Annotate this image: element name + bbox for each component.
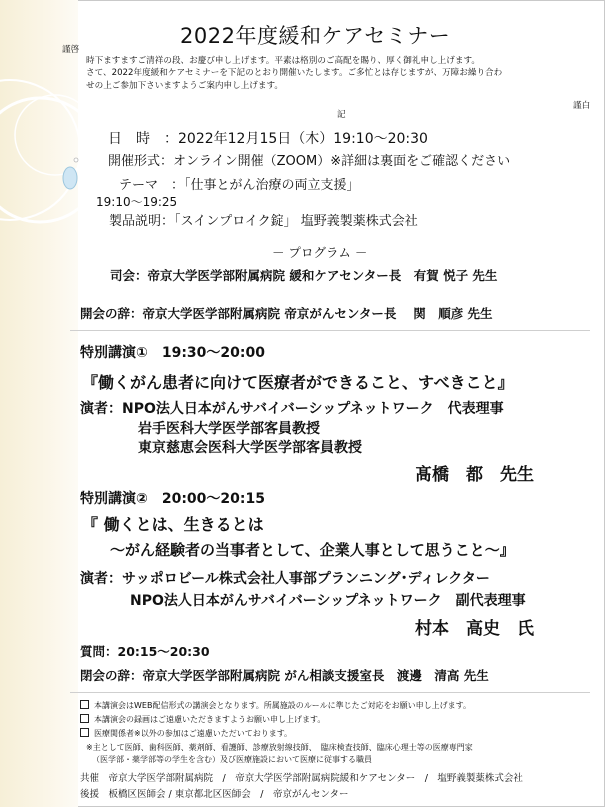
lecture1-title: 『働くがん患者に向けて医療者ができること、すべきこと』 xyxy=(82,373,514,392)
opening-remarks: 開会の辞：帝京大学医学部附属病院 帝京がんセンター長 関 順彦 先生 xyxy=(80,306,493,321)
schedule-theme: テーマ ：「仕事とがん治療の両立支援」 xyxy=(119,178,360,193)
note-definition-1: ※主として医師、歯科医師、薬剤師、看護師、診療放射線技師、 臨床検査技師、臨床心理士等の医療専門家 xyxy=(86,743,473,752)
lecture2-time: 特別講演② 20:00～20:15 xyxy=(80,491,265,507)
lecture1-time: 特別講演① 19:30～20:00 xyxy=(80,345,265,361)
greeting-line-2: さて、2022年度緩和ケアセミナーを下記のとおり開催いたします。ご多忙とは存じますが、万障お繰り合わ xyxy=(86,68,503,78)
qa-session: 質問：20:15～20:30 xyxy=(80,644,210,659)
lecture2-title-2: ～がん経験者の当事者として、企業人事として思うこと～』 xyxy=(110,541,515,559)
program-heading: － プログラム － xyxy=(272,245,368,260)
schedule-product-time: 19:10～19:25 xyxy=(96,195,178,209)
schedule-product: 製品説明：「スインプロイク錠」 塩野義製薬株式会社 xyxy=(109,214,418,229)
greeting-opener: 謹啓 xyxy=(62,45,80,55)
lecture2-speaker-aff-2: NPO法人日本がんサバイバーシップネットワーク 副代表理事 xyxy=(130,593,526,609)
checkbox-icon xyxy=(80,728,89,737)
footer-organizers: 共催 帝京大学医学部附属病院 / 帝京大学医学部附属病院緩和ケアセンター / 塩野義製薬株式会社 xyxy=(80,773,523,784)
lecture1-speaker-name: 髙橋 都 先生 xyxy=(415,465,534,485)
greeting-line-3: せの上ご参加下さいますようご案内申し上げます。 xyxy=(86,81,283,91)
checkbox-icon xyxy=(80,700,89,709)
lecture2-title-1: 『 働くとは、生きるとは xyxy=(82,515,264,534)
greeting-line-1: 時下ますますご清祥の段、お慶び申し上げます。平素は格別のご高配を賜り、厚く御礼申し上げます。 xyxy=(86,56,480,66)
note-definition-2: （医学部・薬学部等の学生を含む）及び医療施設において医療に従事する職員 xyxy=(92,755,372,764)
divider xyxy=(70,692,590,693)
footer-supporters: 後援 板橋区医師会 / 東京都北区医師会 / 帝京がんセンター xyxy=(80,789,349,800)
lecture2-speaker-aff-1: 演者：サッポロビール株式会社人事部プランニング･ディレクター xyxy=(80,571,490,587)
lecture1-speaker-aff-2: 岩手医科大学医学部客員教授 xyxy=(138,421,320,437)
schedule-format: 開催形式：オンライン開催（ZOOM）※詳細は裏面をご確認ください xyxy=(108,154,511,169)
ki-marker: 記 xyxy=(337,110,346,120)
lecture2-speaker-name: 村本 高史 氏 xyxy=(415,619,534,639)
page-title: 2022年度緩和ケアセミナー xyxy=(180,24,451,48)
moderator: 司会：帝京大学医学部附属病院 緩和ケアセンター長 有賀 悦子 先生 xyxy=(110,268,498,283)
greeting-closing: 謹白 xyxy=(573,101,591,111)
closing-remarks: 閉会の辞：帝京大学医学部附属病院 がん相談支援室長 渡邊 清高 先生 xyxy=(80,668,489,683)
lecture1-speaker-aff-1: 演者：NPO法人日本がんサバイバーシップネットワーク 代表理事 xyxy=(80,401,504,417)
lecture1-speaker-aff-3: 東京慈恵会医科大学医学部客員教授 xyxy=(138,440,362,456)
schedule-date: 日 時 ：2022年12月15日（木）19:10～20:30 xyxy=(108,131,428,147)
note-web: 本講演会はWEB配信形式の講演会となります。所属施設のルールに準じたご対応をお願い申し上げます。 xyxy=(80,700,471,712)
note-attendees: 医療関係者※以外の参加はご遠慮いただいております。 xyxy=(80,728,292,740)
divider xyxy=(70,330,590,331)
note-recording: 本講演会の録画はご遠慮いただきますようお願い申し上げます。 xyxy=(80,714,325,726)
checkbox-icon xyxy=(80,714,89,723)
